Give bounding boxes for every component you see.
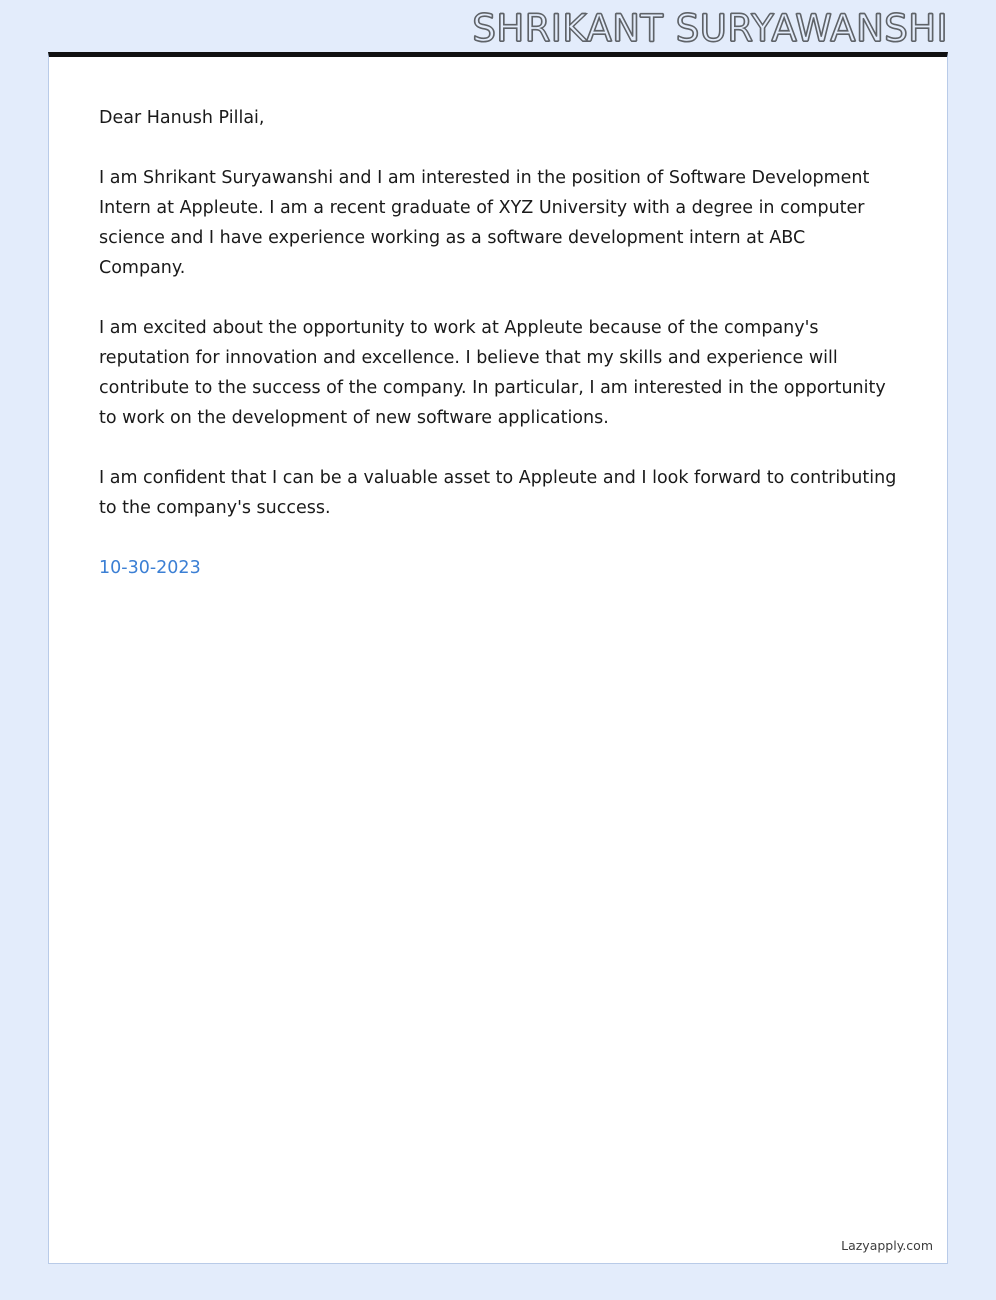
document-header <box>0 0 996 56</box>
letter-paragraph: I am excited about the opportunity to work at Appleute because of the company's reputation for innovation and excellence. I believe that my skills and experience will contribute to the success of the company. In particular, I am interested in the opportunity to work on the development of new software applications. <box>99 318 886 428</box>
letter-date: 10-30-2023 <box>99 558 201 578</box>
letter-paragraph: I am Shrikant Suryawanshi and I am interested in the position of Software Development Intern at Appleute. I am a recent graduate of XYZ University with a degree in computer science and I have experience working as a software development intern at ABC Company. <box>99 168 870 278</box>
letter-sheet <box>48 52 948 1264</box>
letter-paragraph: I am confident that I can be a valuable asset to Appleute and I look forward to contributing to the company's success. <box>99 468 897 518</box>
salutation: Dear Hanush Pillai, <box>99 108 265 128</box>
letter-content <box>49 57 947 583</box>
footer-brand: Lazyapply.com <box>841 1238 933 1253</box>
page-title: SHRIKANT SURYAWANSHI <box>472 6 948 50</box>
